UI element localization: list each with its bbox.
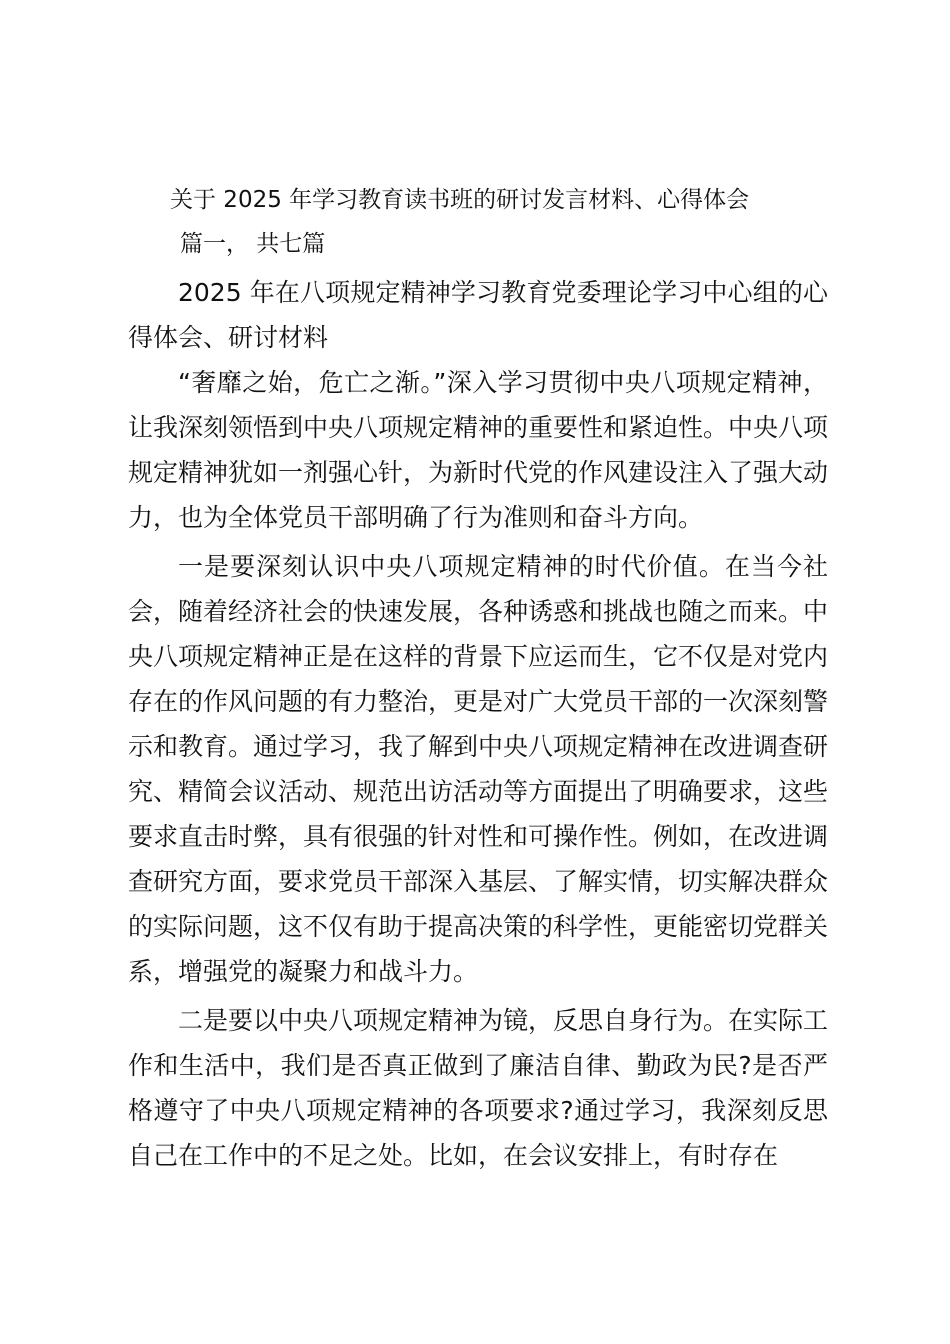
paragraph-3: 二是要以中央八项规定精神为镜，反思自身行为。在实际工作和生活中，我们是否真正做到了廉洁自律、勤政为民?是否严格遵守了中央八项规定精神的各项要求?通过学习，我深刻反思自己在工作中的不足之处。比如，在会议安排上，有时存在 — [128, 1006, 829, 1170]
paragraph-1: “奢靡之始，危亡之渐。”深入学习贯彻中央八项规定精神，让我深刻领悟到中央八项规定精神的重要性和紧迫性。中央八项规定精神犹如一剂强心针，为新时代党的作风建设注入了强大动力，也为全体党员干部明确了行为准则和奋斗方向。 — [128, 368, 829, 532]
article-title: 2025 年在八项规定精神学习教育党委理论学习中心组的心得体会、研讨材料 — [128, 278, 828, 352]
document-subheading: 篇一， 共七篇 — [180, 231, 326, 257]
paragraph-2: 一是要深刻认识中央八项规定精神的时代价值。在当今社会，随着经济社会的快速发展，各种诱惑和挑战也随之而来。中央八项规定精神正是在这样的背景下应运而生，它不仅是对党内存在的作风问题的有力整治，更是对广大党员干部的一次深刻警示和教育。通过学习，我了解到中央八项规定精神在改进调查研究、精简会议活动、规范出访活动等方面提出了明确要求，这些要求直击时弊，具有很强的针对性和可操作性。例如，在改进调查研究方面，要求党员干部深入基层、了解实情，切实解决群众的实际问题，这不仅有助于提高决策的科学性，更能密切党群关系，增强党的凝聚力和战斗力。 — [128, 552, 829, 986]
document-body — [128, 270, 828, 1178]
document-title: 关于 2025 年学习教育读书班的研讨发言材料、心得体会 — [170, 187, 750, 213]
